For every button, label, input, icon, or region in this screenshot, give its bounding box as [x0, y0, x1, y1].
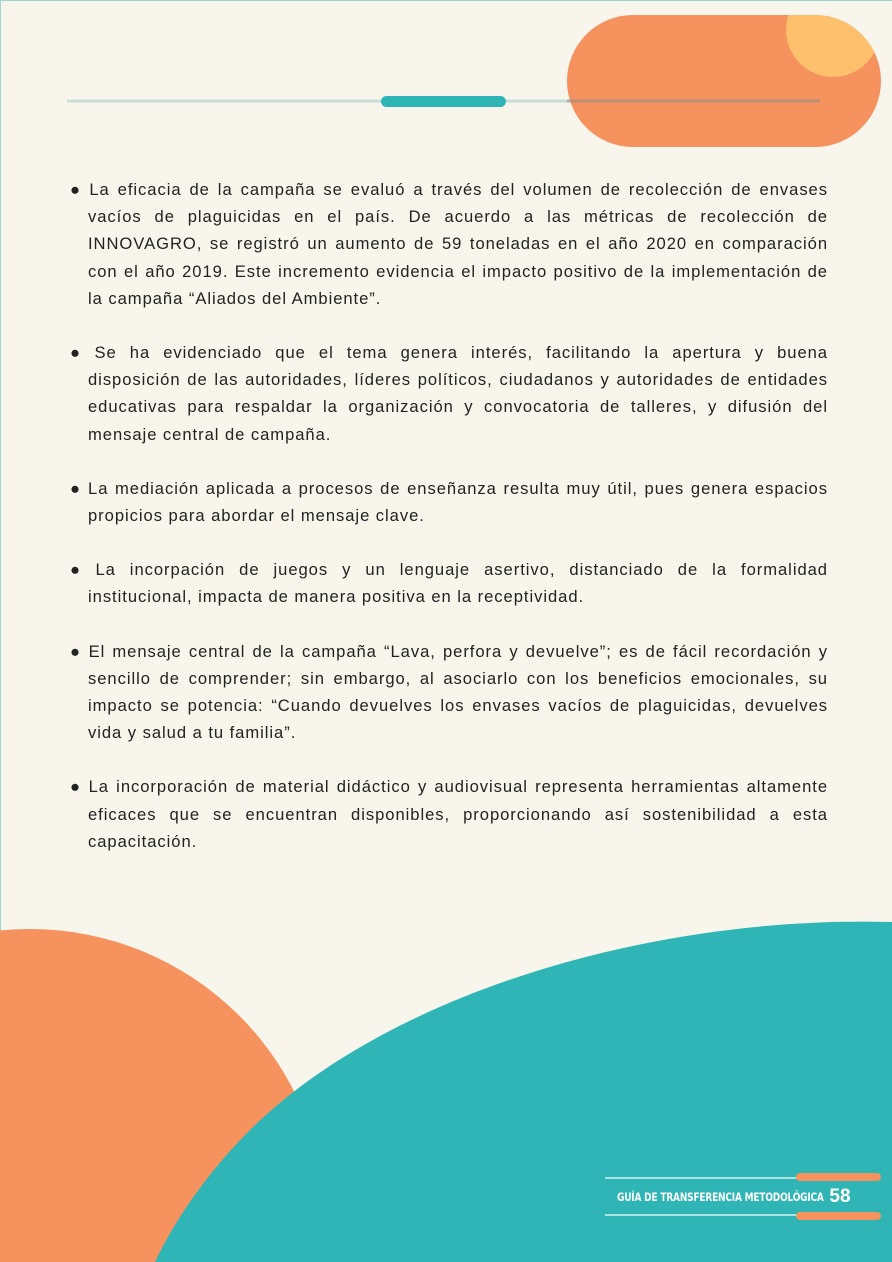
bullet-text: El mensaje central de la campaña “Lava, perfora y devuelve”; es de fácil recordación y sencillo de comprender; sin embargo, al asociarlo con los beneficios emocionales, su impacto se potencia: “Cuando devuelves los envases vacíos de plaguicidas, devuelves vida y salud a tu familia”. — [88, 641, 828, 743]
bullet-symbol: ● — [70, 343, 89, 363]
bullet-item — [70, 176, 828, 312]
bullet-item — [70, 556, 828, 610]
bullet-text: La mediación aplicada a procesos de enseñanza resulta muy útil, pues genera espacios propicios para abordar el mensaje clave. — [88, 478, 828, 526]
footer-orange-bar-top — [796, 1173, 881, 1181]
bullet-text: Se ha evidenciado que el tema genera interés, facilitando la apertura y buena disposición de las autoridades, líderes políticos, ciudadanos y autoridades de entidades educativas para respaldar la organización y convocatoria de talleres, y difusión del mensaje central de campaña. — [88, 343, 828, 444]
bullet-symbol: ● — [70, 478, 83, 498]
bullet-text: La incorpación de juegos y un lenguaje asertivo, distanciado de la formalidad institucional, impacta de manera positiva en la receptividad. — [88, 560, 828, 607]
bullet-text: La incorporación de material didáctico y audiovisual representa herramientas altamente eficaces que se encuentran disponibles, proporcionando así sostenibilidad a esta capacitación. — [88, 777, 828, 851]
bullet-text: La eficacia de la campaña se evaluó a través del volumen de recolección de envases vacíos de plaguicidas en el país. De acuerdo a las métricas de recolección de INNOVAGRO, se registró un aumento de 59 toneladas en el año 2020 en comparación con el año 2019. Este incremento evidencia el impacto positivo de la implementación de la campaña “Aliados del Ambiente”. — [88, 180, 828, 308]
bullet-item — [70, 475, 828, 529]
bullet-item — [70, 638, 828, 747]
header-teal-accent — [381, 96, 506, 107]
bullet-item — [70, 339, 828, 448]
footer-guide-title: GUÍA DE TRANSFERENCIA METODOLÓGICA — [617, 1190, 824, 1204]
footer-orange-bar-bottom — [796, 1212, 881, 1220]
bullet-symbol: ● — [70, 777, 83, 797]
bullet-item — [70, 773, 828, 855]
bullet-symbol: ● — [70, 641, 83, 661]
bullet-symbol: ● — [70, 180, 84, 199]
conclusions-list — [70, 176, 828, 882]
page-number: 58 — [829, 1186, 851, 1207]
bullet-symbol: ● — [70, 560, 90, 580]
